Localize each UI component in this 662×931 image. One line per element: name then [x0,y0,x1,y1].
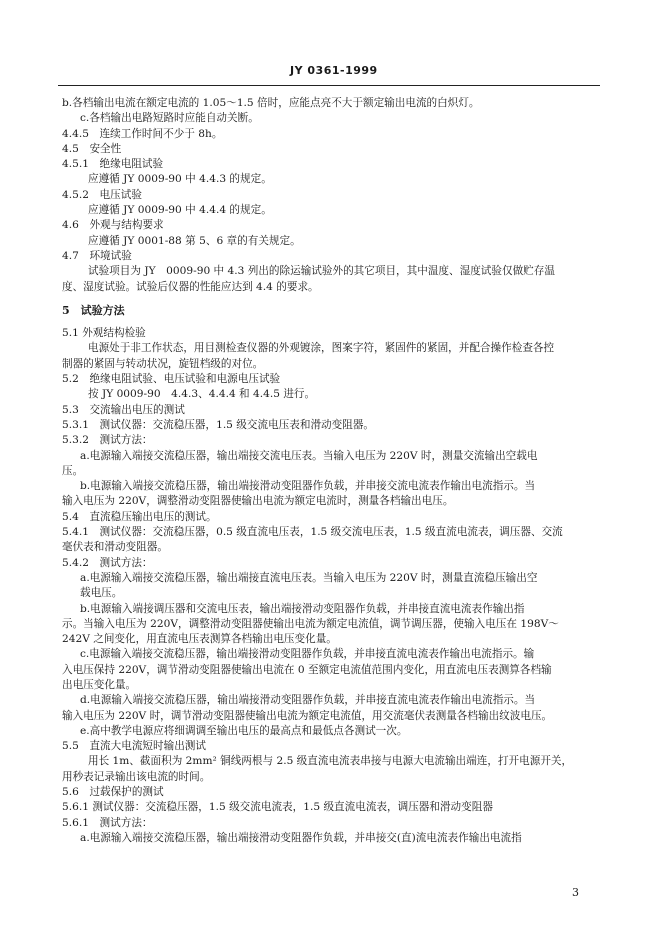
text-line: 压。 [62,464,84,477]
text-line: 5.2 绝缘电阻试验、电压试验和电源电压试验 [62,373,281,386]
text-line: 4.5.2 电压试验 [62,188,142,201]
text-line: 应遵循 JY 0009-90 中 4.4.4 的规定。 [88,204,272,217]
text-line: 5.5 直流大电流短时输出测试 [62,740,206,753]
text-line: 5.3 交流输出电压的测试 [62,403,185,416]
text-line: e.高中教学电源应将细调调至输出电压的最高点和最低点各测试一次。 [80,724,408,737]
text-line: 5.3.2 测试方法： [62,434,153,447]
text-line: a.电源输入端接交流稳压器，输出端接滑动变阻器作负载，并串接交(直)流电流表作输出电流指 [80,831,522,844]
text-line: 5.3.1 测试仪器：交流稳压器，1.5 级交流电压表和滑动变阻器。 [62,418,375,431]
text-line: a.电源输入端接交流稳压器，输出端接直流电压表。当输入电压为 220V 时，测量直流稳压输出空 [80,571,538,584]
page-number: 3 [572,886,579,899]
text-line: 制器的紧固与转动状况，旋钮档级的对位。 [62,357,264,370]
text-line: 5.6.1 测试方法： [62,816,153,829]
text-line: 输入电压为 220V，调整滑动变阻器使输出电流为额定电流时，测量各档输出电压。 [62,495,454,508]
text-line: 5.4.2 测试方法： [62,556,153,569]
text-line: b.电源输入端接调压器和交流电压表，输出端接滑动变阻器作负载，并串接直流电流表作输出指 [80,602,525,615]
header-rule [58,85,600,86]
document-body [62,96,596,846]
text-line: 242V 之间变化，用直流电压表测算各档输出电压变化量。 [62,633,337,646]
text-line: a.电源输入端接交流稳压器，输出端接交流电压表。当输入电压为 220V 时，测量交流输出空载电 [80,449,538,462]
section-heading: 5 试验方法 [62,303,125,317]
text-line: 用秒表记录输出该电流的时间。 [62,770,211,783]
text-line: 出电压变化量。 [62,678,137,691]
text-line: 5.6.1 测试仪器：交流稳压器，1.5 级交流电流表，1.5 级直流电流表，调压器和滑动变阻器 [62,801,493,814]
text-line: d.电源输入端接交流稳压器，输出端接滑动变阻器作负载，并串接直流电流表作输出电流指示。当 [80,694,536,707]
text-line: 4.4.5 连续工作时间不少于 8h。 [62,127,223,140]
text-line: 度、湿度试验。试验后仪器的性能应达到 4.4 的要求。 [62,280,319,293]
text-line: 按 JY 0009-90 4.4.3、4.4.4 和 4.4.5 进行。 [88,388,316,401]
text-line: 应遵循 JY 0009-90 中 4.4.3 的规定。 [88,173,272,186]
text-line: 毫伏表和滑动变阻器。 [62,541,168,554]
text-line: c.各档输出电路短路时应能自动关断。 [80,112,259,125]
text-line: 入电压保持 220V，调节滑动变阻器使输出电流在 0 至额定电流值范围内变化，用直流电压表测算各档输 [62,663,552,676]
text-line: 4.5 安全性 [62,142,122,155]
text-line: c.电源输入端接交流稳压器，输出端接滑动变阻器作负载，并串接直流电流表作输出电流指示。输 [80,648,535,661]
text-line: 用长 1m、截面积为 2mm² 铜线两根与 2.5 级直流电流表串接与电源大电流输出端连，打开电源开关， [88,755,573,768]
text-line: 5.4.1 测试仪器：交流稳压器，0.5 级直流电压表，1.5 级交流电压表，1.5 级直流电流表，调压器、交流 [62,526,563,539]
text-line: 载电压。 [80,587,123,600]
text-line: 5.4 直流稳压输出电压的测试。 [62,510,217,523]
text-line: 电源处于非工作状态，用目测检查仪器的外观镀涂，图案字符，紧固件的紧固，并配合操作检查各控 [88,342,555,355]
standard-code-header: JY 0361-1999 [290,64,378,77]
text-line: 4.5.1 绝缘电阻试验 [62,158,164,171]
text-line: 5.6 过载保护的测试 [62,786,164,799]
text-line: 4.6 外观与结构要求 [62,219,164,232]
text-line: 输入电压为 220V 时，调节滑动变阻器使输出电流为额定电流值，用交流毫伏表测量各档输出纹波电压。 [62,709,553,722]
text-line: 示。当输入电压为 220V，调整滑动变阻器使输出电流为额定电流值，调节调压器，使输入电压在 198V～ [62,617,559,630]
text-line: b.各档输出电流在额定电流的 1.05～1.5 倍时，应能点亮不大于额定输出电流的白炽灯。 [62,97,480,109]
text-line: 4.7 环境试验 [62,249,132,262]
text-line: b.电源输入端接交流稳压器，输出端接滑动变阻器作负载，并串接交流电流表作输出电流指示。当 [80,480,536,493]
text-line: 试验项目为 JY 0009-90 中 4.3 列出的除运输试验外的其它项目，其中温度、湿度试验仅做贮存温 [88,265,555,278]
text-line: 5.1 外观结构检验 [62,327,146,340]
text-line: 应遵循 JY 0001-88 第 5、6 章的有关规定。 [88,234,301,247]
